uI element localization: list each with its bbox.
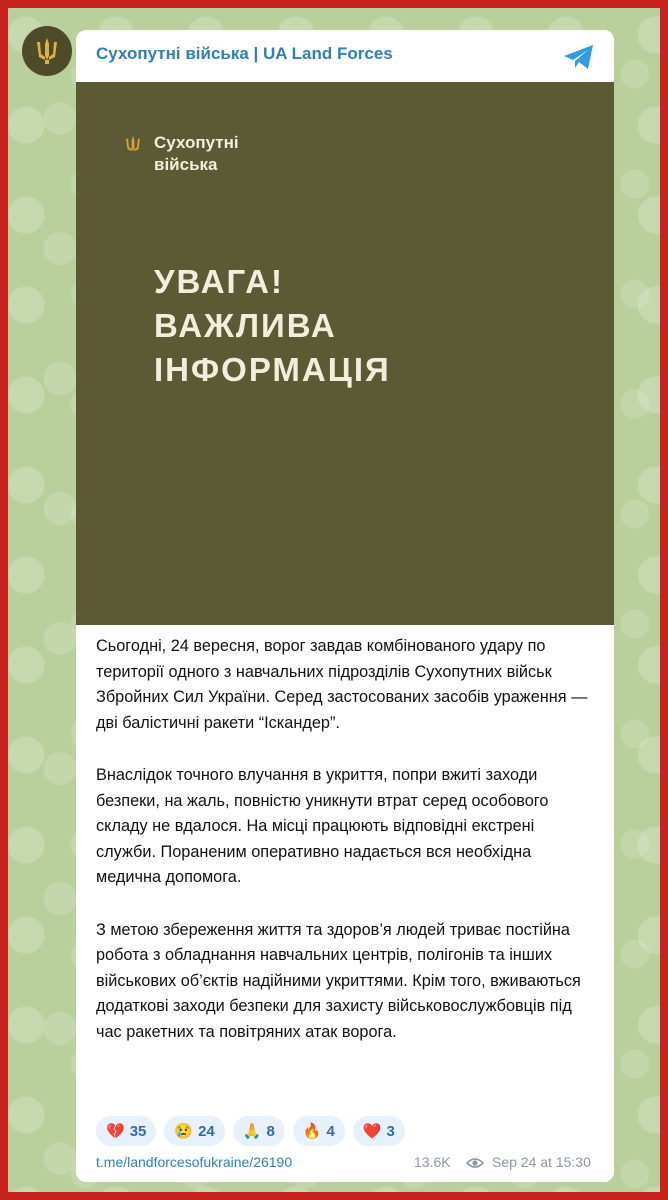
post-paragraph: З метою збереження життя та здоров’я людей триває постійна робота з обладнання навчальних центрів, полігонів та інших військових об’єктів надійними укриттями. Крім того, вживаються додаткові заходи безпеки для захисту військовослужбовців під час ракетних та повітряних атак ворога. [96,920,581,1041]
message-card [76,30,614,1182]
post-link[interactable]: t.me/landforcesofukraine/26190 [96,1154,293,1170]
poster-headline [154,260,391,392]
view-count: 13.6K [414,1154,451,1170]
reaction-pray[interactable] [233,1116,285,1146]
reaction-count: 3 [386,1122,395,1140]
reaction-broken-heart[interactable] [96,1116,156,1146]
message-footer [96,1152,596,1174]
poster-logo-line: Сухопутні [154,133,239,152]
headline-line: УВАГА! [154,263,284,300]
reaction-heart[interactable] [353,1116,405,1146]
reaction-count: 4 [326,1122,335,1140]
telegram-icon[interactable] [562,42,596,72]
channel-name[interactable]: Сухопутні війська | UA Land Forces [96,44,393,63]
post-date: Sep 24 at 15:30 [492,1154,591,1170]
post-text [96,634,596,1072]
trident-icon [124,134,142,156]
headline-line: ІНФОРМАЦІЯ [154,351,391,388]
post-paragraph: Сьогодні, 24 вересня, ворог завдав комбінованого удару по території одного з навчальних підрозділів Сухопутних військ Збройних Сил України. Серед застосованих засобів ураження — дві балістичні ракети “Іскандер”. [96,637,588,732]
eye-icon [466,1157,484,1169]
poster-logo-line: війська [154,155,218,174]
post-paragraph: Внаслідок точного влучання в укриття, попри вжиті заходи безпеки, на жаль, повністю уникнути втрат серед особового складу не вдалося. На місці працюють відповідні екстрені служби. Пораненим оперативно надається вся необхідна медична допомога. [96,766,549,886]
trident-icon [34,36,60,66]
poster-image[interactable] [76,82,614,625]
broken-heart-icon: 💔 [106,1123,125,1140]
channel-avatar[interactable] [22,26,72,76]
reactions-bar [96,1116,405,1146]
fire-icon: 🔥 [302,1123,322,1140]
reaction-crying[interactable] [164,1116,224,1146]
heart-icon: ❤️ [362,1123,382,1140]
chat-background [8,8,660,1192]
crying-face-icon: 😢 [174,1123,194,1140]
headline-line: ВАЖЛИВА [154,307,337,344]
message-header [76,30,614,82]
reaction-count: 35 [129,1122,147,1140]
praying-hands-icon: 🙏 [242,1123,262,1140]
reaction-count: 8 [266,1122,275,1140]
reaction-fire[interactable] [293,1116,345,1146]
reaction-count: 24 [198,1122,215,1140]
poster-logo-text [154,132,239,176]
